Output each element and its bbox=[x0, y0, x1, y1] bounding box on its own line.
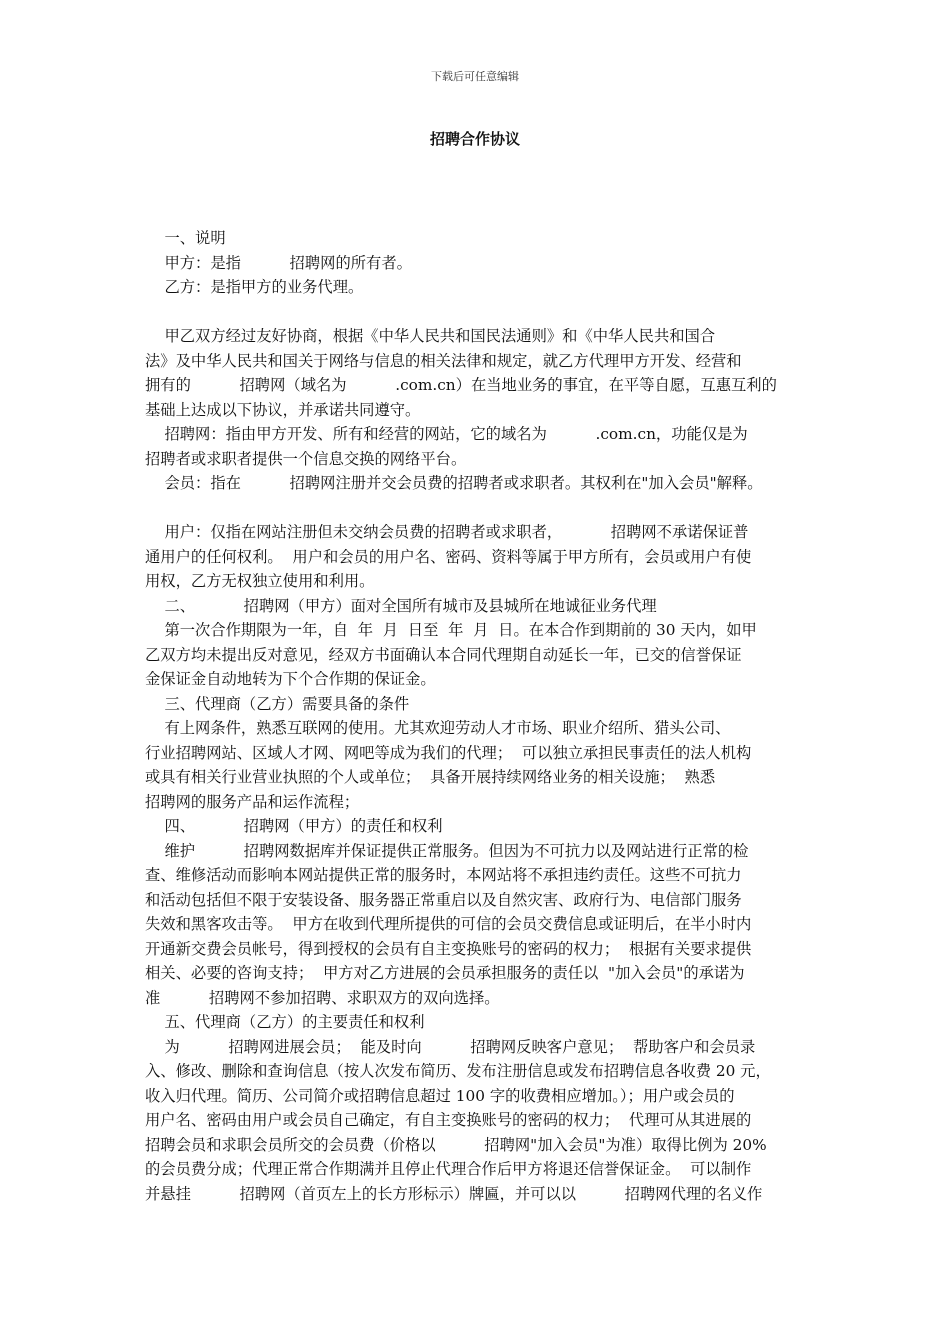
paragraph-line: 五、代理商（乙方）的主要责任和权利 bbox=[145, 1013, 425, 1031]
paragraph-line: 和活动包括但不限于安装设备、服务器正常重启以及自然灾害、政府行为、电信部门服务 bbox=[145, 890, 742, 909]
paragraph-line: 二、 招聘网（甲方）面对全国所有城市及县城所在地诚征业务代理 bbox=[145, 596, 657, 615]
blank-line bbox=[145, 300, 815, 325]
paragraph-line: 乙方：是指甲方的业务代理。 bbox=[145, 278, 364, 296]
paragraph-line: 查、维修活动而影响本网站提供正常的服务时，本网站将不承担违约责任。这些不可抗力 bbox=[145, 866, 742, 884]
document-body bbox=[145, 226, 815, 1206]
paragraph-line: 甲乙双方经过友好协商，根据《中华人民共和国民法通则》和《中华人民共和国合 bbox=[145, 327, 716, 345]
paragraph-line: 甲方：是指 招聘网的所有者。 bbox=[145, 253, 412, 272]
paragraph-line: 通用户的任何权利。 用户和会员的用户名、密码、资料等属于甲方所有，会员或用户有使 bbox=[145, 547, 752, 566]
paragraph-line: 用权，乙方无权独立使用和利用。 bbox=[145, 572, 375, 590]
paragraph-line: 的会员费分成；代理正常合作期满并且停止代理合作后甲方将退还信誉保证金。 可以制作 bbox=[145, 1160, 752, 1178]
paragraph-line: 入、修改、删除和查询信息（按人次发布简历、发布注册信息或发布招聘信息各收费 20 元， bbox=[145, 1062, 771, 1080]
paragraph-line: 招聘网：指由甲方开发、所有和经营的网站，它的域名为 .com.cn，功能仅是为 bbox=[145, 425, 748, 443]
paragraph-line: 招聘网的服务产品和运作流程； bbox=[145, 792, 360, 811]
paragraph-line: 用户：仅指在网站注册但未交纳会员费的招聘者或求职者， 招聘网不承诺保证普 bbox=[145, 523, 749, 541]
paragraph-line: 收入归代理。简历、公司简介或招聘信息超过 100 字的收费相应增加。）；用户或会员的 bbox=[145, 1086, 735, 1105]
paragraph-line: 开通新交费会员帐号，得到授权的会员有自主变换账号的密码的权力； 根据有关要求提供 bbox=[145, 939, 752, 958]
paragraph-line: 维护 招聘网数据库并保证提供正常服务。但因为不可抗力以及网站进行正常的检 bbox=[145, 841, 749, 860]
paragraph-line: 会员：指在 招聘网注册并交会员费的招聘者或求职者。其权利在"加入会员"解释。 bbox=[145, 474, 763, 492]
paragraph-line: 四、 招聘网（甲方）的责任和权利 bbox=[145, 817, 443, 835]
paragraph-line: 准 招聘网不参加招聘、求职双方的双向选择。 bbox=[145, 988, 500, 1007]
paragraph-line: 招聘会员和求职会员所交的会员费（价格以 招聘网"加入会员"为准）取得比例为 20% bbox=[145, 1135, 767, 1154]
header-note: 下载后可任意编辑 bbox=[431, 70, 519, 83]
paragraph-line: 拥有的 招聘网（域名为 .com.cn）在当地业务的事宜，在平等自愿，互惠互利的 bbox=[145, 376, 777, 394]
document-title: 招聘合作协议 bbox=[429, 130, 520, 148]
paragraph-line: 或具有相关行业营业执照的个人或单位； 具备开展持续网络业务的相关设施； 熟悉 bbox=[145, 768, 716, 786]
paragraph-line: 三、代理商（乙方）需要具备的条件 bbox=[145, 694, 410, 713]
paragraph-line: 有上网条件，熟悉互联网的使用。尤其欢迎劳动人才市场、职业介绍所、猎头公司、 bbox=[145, 719, 731, 737]
paragraph-line: 招聘者或求职者提供一个信息交换的网络平台。 bbox=[145, 449, 467, 468]
paragraph-line: 失效和黑客攻击等。 甲方在收到代理所提供的可信的会员交费信息或证明后，在半小时内 bbox=[145, 915, 752, 933]
paragraph-line: 法》及中华人民共和国关于网络与信息的相关法律和规定，就乙方代理甲方开发、经营和 bbox=[145, 351, 742, 370]
paragraph-line: 金保证金自动地转为下个合作期的保证金。 bbox=[145, 670, 436, 688]
blank-line bbox=[145, 496, 815, 521]
paragraph-line: 第一次合作期限为一年，自 年 月 日至 年 月 日。在本合作到期前的 30 天内，如甲 bbox=[145, 621, 757, 639]
paragraph-line: 乙双方均未提出反对意见，经双方书面确认本合同代理期自动延长一年，已交的信誉保证 bbox=[145, 645, 742, 664]
paragraph-line: 一、说明 bbox=[145, 229, 226, 247]
paragraph-line: 用户名、密码由用户或会员自己确定，有自主变换账号的密码的权力； 代理可从其进展的 bbox=[145, 1111, 752, 1129]
paragraph-line: 为 招聘网进展会员； 能及时向 招聘网反映客户意见； 帮助客户和会员录 bbox=[145, 1037, 756, 1056]
paragraph-line: 并悬挂 招聘网（首页左上的长方形标示）牌匾，并可以以 招聘网代理的名义作 bbox=[145, 1184, 763, 1203]
paragraph-line: 相关、必要的咨询支持； 甲方对乙方进展的会员承担服务的责任以 "加入会员"的承诺为 bbox=[145, 964, 745, 982]
paragraph-line: 基础上达成以下协议，并承诺共同遵守。 bbox=[145, 400, 421, 419]
paragraph-line: 行业招聘网站、区域人才网、网吧等成为我们的代理； 可以独立承担民事责任的法人机构 bbox=[145, 743, 752, 762]
